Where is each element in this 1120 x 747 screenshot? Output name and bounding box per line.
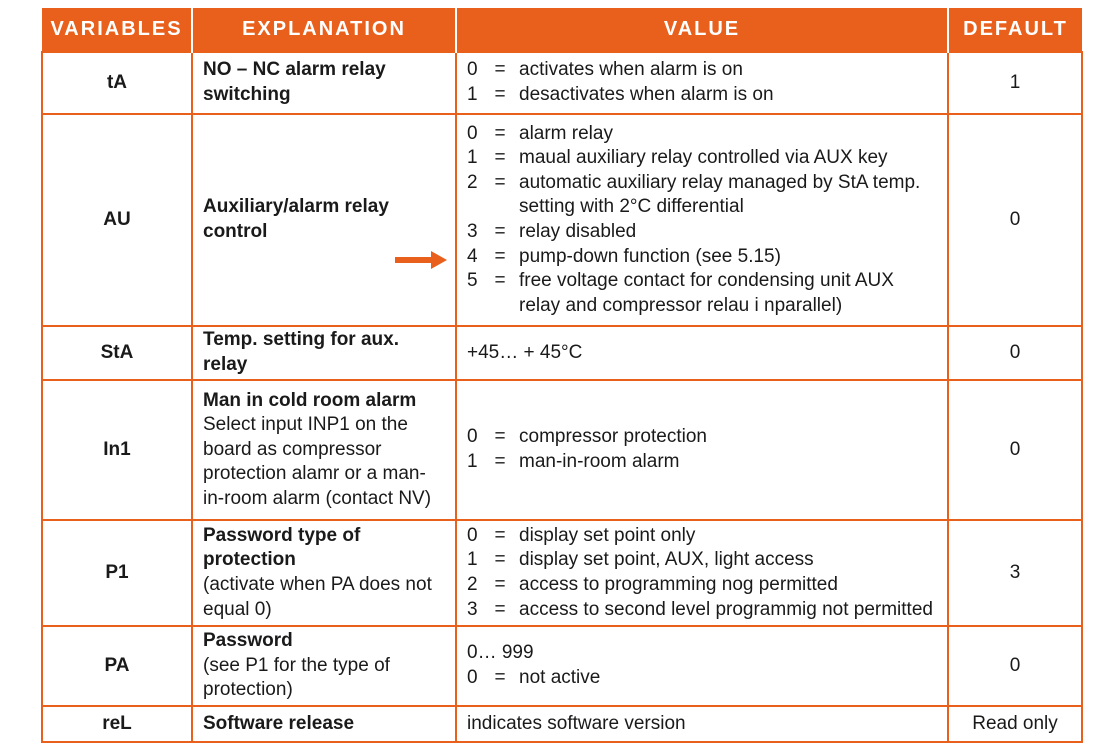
variable-cell: In1 xyxy=(42,380,192,520)
value-text: display set point only xyxy=(519,524,696,546)
table-row xyxy=(42,380,1082,520)
value-text: relay disabled xyxy=(519,221,637,242)
default-cell: 0 xyxy=(948,380,1082,520)
explanation-title: Man in cold room alarm xyxy=(203,389,417,411)
header-explanation: EXPLANATION xyxy=(192,8,456,52)
explanation-cell xyxy=(192,326,456,380)
value-text: desactivates when alarm is on xyxy=(519,84,774,105)
value-equals: = xyxy=(494,524,506,546)
explanation-title: Temp. setting for aux. relay xyxy=(203,329,400,375)
table-row xyxy=(42,706,1082,742)
value-line xyxy=(467,269,937,318)
value-number: 0 xyxy=(467,122,478,144)
default-cell: 0 xyxy=(948,114,1082,326)
table-row xyxy=(42,520,1082,626)
value-equals: = xyxy=(494,598,506,620)
value-line xyxy=(467,524,937,549)
value-text: access to programming nog permitted xyxy=(519,574,838,595)
value-number: 1 xyxy=(467,549,478,571)
explanation-cell xyxy=(192,380,456,520)
variable-cell: StA xyxy=(42,326,192,380)
value-cell xyxy=(456,380,948,520)
value-text: compressor protection xyxy=(519,426,707,448)
header-value: VALUE xyxy=(456,8,948,52)
header-default: DEFAULT xyxy=(948,8,1082,52)
table-row xyxy=(42,326,1082,380)
value-cell xyxy=(456,706,948,742)
explanation-cell xyxy=(192,626,456,706)
value-line xyxy=(467,245,937,270)
variable-cell: PA xyxy=(42,626,192,706)
table-row xyxy=(42,626,1082,706)
value-text: indicates software version xyxy=(467,712,686,734)
value-text: maual auxiliary relay controlled via AUX key xyxy=(519,147,888,169)
value-text: not active xyxy=(519,667,601,688)
explanation-description: (see P1 for the type of protection) xyxy=(203,654,390,701)
pointer-arrow-icon xyxy=(395,251,447,269)
value-line xyxy=(467,573,937,598)
value-equals: = xyxy=(494,171,506,193)
value-line xyxy=(467,598,937,623)
value-line xyxy=(467,220,937,245)
explanation-title: NO – NC alarm relay switching xyxy=(203,59,386,105)
value-number: 1 xyxy=(467,84,478,105)
value-equals: = xyxy=(494,270,506,292)
variable-cell: AU xyxy=(42,114,192,326)
value-text: display set point, AUX, light access xyxy=(519,549,814,571)
value-number: 1 xyxy=(467,147,478,169)
value-text: activates when alarm is on xyxy=(519,59,743,81)
value-line xyxy=(467,171,937,220)
value-text: automatic auxiliary relay managed by StA temp. setting with 2°C differential xyxy=(519,171,921,218)
header-variables: VARIABLES xyxy=(42,8,192,52)
default-cell: 1 xyxy=(948,52,1082,114)
value-number: 2 xyxy=(467,574,478,595)
value-line xyxy=(467,122,937,147)
value-number: 5 xyxy=(467,270,478,292)
value-line xyxy=(467,425,937,450)
value-equals: = xyxy=(494,667,506,688)
value-equals: = xyxy=(494,426,506,448)
value-number: 1 xyxy=(467,451,478,472)
value-cell xyxy=(456,114,948,326)
value-number: 0 xyxy=(467,59,478,81)
value-text: man-in-room alarm xyxy=(519,451,680,472)
default-cell: Read only xyxy=(948,706,1082,742)
value-line xyxy=(467,146,937,171)
value-cell xyxy=(456,626,948,706)
variable-cell: reL xyxy=(42,706,192,742)
explanation-cell xyxy=(192,520,456,626)
explanation-cell xyxy=(192,114,456,326)
value-text: free voltage contact for condensing unit AUX relay and compressor relau i nparallel) xyxy=(519,270,894,316)
explanation-title: Software release xyxy=(203,712,355,734)
value-equals: = xyxy=(494,451,506,472)
default-cell: 3 xyxy=(948,520,1082,626)
value-equals: = xyxy=(494,59,506,81)
variable-cell: tA xyxy=(42,52,192,114)
value-cell xyxy=(456,520,948,626)
variable-cell: P1 xyxy=(42,520,192,626)
default-cell: 0 xyxy=(948,326,1082,380)
value-text: alarm relay xyxy=(519,122,613,144)
value-number: 3 xyxy=(467,598,478,620)
value-text: pump-down function (see 5.15) xyxy=(519,245,781,267)
table-row xyxy=(42,114,1082,326)
value-cell xyxy=(456,326,948,380)
explanation-cell xyxy=(192,52,456,114)
value-equals: = xyxy=(494,245,506,267)
value-number: 3 xyxy=(467,221,478,242)
value-equals: = xyxy=(494,147,506,169)
explanation-cell xyxy=(192,706,456,742)
value-equals: = xyxy=(494,574,506,595)
explanation-title: Password type of protection xyxy=(203,524,361,571)
value-number: 0 xyxy=(467,426,478,448)
value-equals: = xyxy=(494,549,506,571)
value-number: 0 xyxy=(467,667,478,688)
value-cell xyxy=(456,52,948,114)
parameters-table xyxy=(41,8,1083,743)
value-equals: = xyxy=(494,84,506,105)
value-number: 2 xyxy=(467,171,478,193)
value-line xyxy=(467,83,937,108)
value-text: access to second level programmig not permitted xyxy=(519,598,933,620)
table-row xyxy=(42,52,1082,114)
value-text: 0… 999 xyxy=(467,642,534,664)
value-number: 0 xyxy=(467,524,478,546)
default-cell: 0 xyxy=(948,626,1082,706)
value-equals: = xyxy=(494,122,506,144)
header-row xyxy=(42,8,1082,52)
explanation-title: Password xyxy=(203,630,293,652)
value-number: 4 xyxy=(467,245,478,267)
value-equals: = xyxy=(494,221,506,242)
value-line xyxy=(467,666,937,691)
value-line xyxy=(467,58,937,83)
value-line xyxy=(467,450,937,475)
explanation-description: (activate when PA does not equal 0) xyxy=(203,574,432,620)
value-line xyxy=(467,548,937,573)
value-text: +45… + 45°C xyxy=(467,341,583,363)
explanation-title: Auxiliary/alarm relay control xyxy=(203,196,389,242)
explanation-description: Select input INP1 on the board as compressor protection alamr or a man-in-room alarm (contact NV) xyxy=(203,414,432,509)
